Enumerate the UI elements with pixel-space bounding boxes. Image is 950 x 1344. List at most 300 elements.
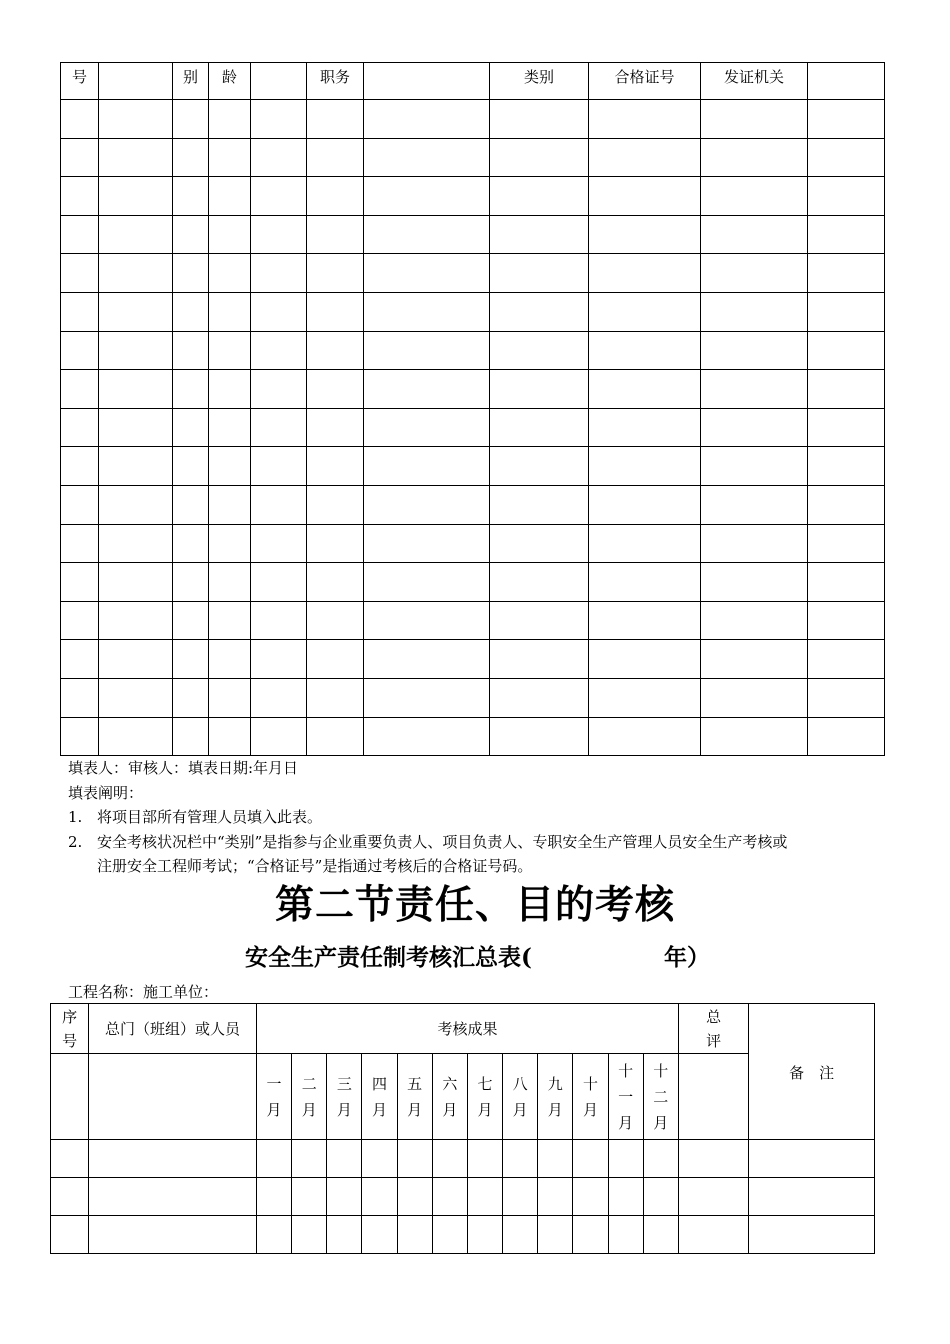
table-row [61, 138, 885, 177]
table-cell [808, 138, 885, 177]
table-cell [701, 678, 808, 717]
staff-header-cell [364, 63, 490, 100]
staff-header-cell [99, 63, 173, 100]
table-cell [99, 370, 173, 409]
table-cell [89, 1178, 257, 1216]
section-title: 第二节责任、目的考核 [274, 882, 675, 928]
table-cell [808, 370, 885, 409]
table-cell [573, 1216, 608, 1254]
table-cell [173, 524, 209, 563]
staff-header-cell: 职务 [307, 63, 364, 100]
table-row [61, 292, 885, 331]
table-cell [51, 1178, 89, 1216]
table-cell [573, 1140, 608, 1178]
project-line: 工程名称：施工单位： [68, 983, 219, 1001]
table-cell [307, 331, 364, 370]
table-cell [808, 331, 885, 370]
table-cell [432, 1178, 467, 1216]
table-cell [99, 177, 173, 216]
table-cell [251, 138, 307, 177]
table-cell [209, 640, 251, 679]
table2-title: 安全生产责任制考核汇总表( [245, 944, 532, 971]
staff-header-cell: 号 [61, 63, 99, 100]
table-cell [173, 485, 209, 524]
table-cell [89, 1140, 257, 1178]
table-cell [292, 1216, 327, 1254]
table-cell [99, 563, 173, 602]
table-cell [251, 215, 307, 254]
table-cell [99, 717, 173, 756]
table-cell [490, 370, 589, 409]
table-cell [490, 717, 589, 756]
table-cell [364, 100, 490, 139]
table-cell [251, 640, 307, 679]
table-cell [490, 447, 589, 486]
table-cell [808, 678, 885, 717]
table-cell [209, 215, 251, 254]
instructions-title: 填表阐明： [68, 784, 144, 802]
table-cell [209, 485, 251, 524]
table-cell [701, 100, 808, 139]
staff-header-cell: 合格证号 [589, 63, 701, 100]
table-cell [589, 678, 701, 717]
table-cell [808, 100, 885, 139]
table-cell [173, 177, 209, 216]
table-cell [307, 138, 364, 177]
month-header-cell [467, 1054, 502, 1140]
evaluation-table [50, 1003, 875, 1254]
table-cell [608, 1216, 643, 1254]
table-cell [701, 485, 808, 524]
table-cell [61, 563, 99, 602]
table-cell [251, 292, 307, 331]
table-cell [209, 254, 251, 293]
table-cell [307, 563, 364, 602]
table-cell [364, 563, 490, 602]
table-cell [608, 1178, 643, 1216]
total-header [678, 1004, 748, 1054]
table-cell [589, 370, 701, 409]
month-header-cell [573, 1054, 608, 1140]
table-cell [432, 1140, 467, 1178]
table-cell [99, 254, 173, 293]
table-cell [173, 408, 209, 447]
table-row [51, 1140, 875, 1178]
table-cell [808, 177, 885, 216]
table-cell [173, 640, 209, 679]
table-cell [307, 717, 364, 756]
table-cell [589, 640, 701, 679]
instruction-2-text: 安全考核状况栏中“类别”是指参与企业重要负责人、项目负责人、专职安全生产管理人员安全生产考核或 [97, 833, 788, 851]
table-cell [307, 370, 364, 409]
instruction-2-cont: 注册安全工程师考试；“合格证号”是指通过考核后的合格证号码。 [97, 857, 533, 875]
dept-header-text: 总门（班组）或人员 [105, 1019, 241, 1038]
table-row [51, 1178, 875, 1216]
table-cell [307, 100, 364, 139]
table-cell [643, 1178, 678, 1216]
table-row [61, 370, 885, 409]
table-cell [251, 524, 307, 563]
table-cell [749, 1216, 875, 1254]
table-row [61, 447, 885, 486]
table-cell [61, 100, 99, 139]
table-cell [307, 485, 364, 524]
table-cell [209, 447, 251, 486]
table-cell [503, 1140, 538, 1178]
table-cell [490, 100, 589, 139]
table-cell [701, 370, 808, 409]
table-cell [364, 640, 490, 679]
table-cell [251, 563, 307, 602]
table-cell [589, 408, 701, 447]
month-header-cell [608, 1054, 643, 1140]
table-cell [589, 601, 701, 640]
table-cell [61, 717, 99, 756]
table-cell [99, 447, 173, 486]
table-cell [364, 447, 490, 486]
table-cell [307, 601, 364, 640]
month-header-cell [397, 1054, 432, 1140]
table-cell [61, 138, 99, 177]
table-cell [701, 717, 808, 756]
table-cell [808, 485, 885, 524]
footer-line: 填表人：审核人：填表日期:年月日 [68, 759, 299, 777]
month-header-text: 十二月 [653, 1061, 669, 1132]
table-cell [808, 640, 885, 679]
table-cell [678, 1216, 748, 1254]
staff-header-cell: 类别 [490, 63, 589, 100]
table-cell [173, 370, 209, 409]
table-row [61, 485, 885, 524]
table-cell [701, 292, 808, 331]
table-cell [99, 331, 173, 370]
result-header: 考核成果 [256, 1004, 678, 1054]
table-cell [490, 524, 589, 563]
table-cell [467, 1216, 502, 1254]
table-cell [362, 1216, 397, 1254]
table-cell [364, 215, 490, 254]
table-cell [99, 524, 173, 563]
table-cell [364, 254, 490, 293]
table-row [61, 524, 885, 563]
table-cell [589, 563, 701, 602]
table-cell [173, 254, 209, 293]
table-row [61, 177, 885, 216]
table-cell [573, 1178, 608, 1216]
table-cell [173, 601, 209, 640]
table-cell [173, 215, 209, 254]
table-cell [467, 1140, 502, 1178]
table-row [61, 254, 885, 293]
table-cell [173, 563, 209, 602]
table-cell [173, 678, 209, 717]
table-cell [538, 1178, 573, 1216]
table-cell [89, 1216, 257, 1254]
table-cell [490, 563, 589, 602]
month-header-cell [503, 1054, 538, 1140]
table-cell [490, 138, 589, 177]
table-cell [490, 177, 589, 216]
table-cell [209, 717, 251, 756]
table-cell [490, 331, 589, 370]
table-cell [589, 485, 701, 524]
table-cell [51, 1140, 89, 1178]
remark-header: 备 注 [749, 1004, 875, 1140]
staff-header-cell [251, 63, 307, 100]
table-cell [397, 1140, 432, 1178]
table-cell [209, 370, 251, 409]
table-cell [364, 331, 490, 370]
table-cell [173, 447, 209, 486]
table-cell [701, 177, 808, 216]
table-cell [364, 292, 490, 331]
table-cell [490, 485, 589, 524]
table-cell [256, 1216, 291, 1254]
table-cell [251, 370, 307, 409]
table-cell [307, 215, 364, 254]
table-cell [99, 408, 173, 447]
table-cell [173, 100, 209, 139]
table-cell [808, 292, 885, 331]
table-cell [364, 370, 490, 409]
table-cell [209, 138, 251, 177]
table-cell [589, 292, 701, 331]
table-cell [589, 177, 701, 216]
table-cell [307, 408, 364, 447]
table-cell [251, 254, 307, 293]
table-cell [307, 254, 364, 293]
table-cell [251, 601, 307, 640]
table-cell [209, 331, 251, 370]
table-cell [173, 331, 209, 370]
table-cell [643, 1216, 678, 1254]
table-cell [251, 408, 307, 447]
table-cell [678, 1178, 748, 1216]
table-cell [364, 601, 490, 640]
table-cell [701, 447, 808, 486]
table-cell [173, 138, 209, 177]
table-cell [307, 640, 364, 679]
table-cell [99, 215, 173, 254]
table-cell [749, 1178, 875, 1216]
table-cell [209, 292, 251, 331]
table-cell [251, 100, 307, 139]
table-cell [307, 447, 364, 486]
month-header-text: 八月 [512, 1074, 528, 1119]
month-header-text: 六月 [442, 1074, 458, 1119]
table-cell [251, 678, 307, 717]
table-cell [364, 524, 490, 563]
table-row [61, 717, 885, 756]
table-cell [467, 1178, 502, 1216]
month-header-text: 四月 [372, 1074, 388, 1119]
table-cell [808, 408, 885, 447]
table-cell [364, 678, 490, 717]
table-cell [209, 563, 251, 602]
table-cell [251, 177, 307, 216]
table-cell [251, 717, 307, 756]
table-cell [256, 1178, 291, 1216]
month-header-text: 九月 [547, 1074, 563, 1119]
table-cell [701, 138, 808, 177]
table-cell [292, 1178, 327, 1216]
table-cell [307, 524, 364, 563]
table-cell [327, 1216, 362, 1254]
table-cell [209, 408, 251, 447]
table-cell [99, 678, 173, 717]
table-row [61, 100, 885, 139]
table-cell [538, 1216, 573, 1254]
table-cell [307, 292, 364, 331]
table-cell [209, 177, 251, 216]
staff-header-row [61, 63, 885, 100]
table-cell [808, 447, 885, 486]
table-row [61, 563, 885, 602]
table-cell [589, 447, 701, 486]
table2-title-year: 年） [664, 944, 710, 971]
table-cell [701, 601, 808, 640]
instruction-2-num: 2. [68, 833, 83, 851]
table-cell [490, 254, 589, 293]
table-cell [99, 640, 173, 679]
table-cell [589, 717, 701, 756]
table-cell [362, 1178, 397, 1216]
month-header-text: 二月 [301, 1074, 317, 1119]
table-cell [61, 408, 99, 447]
table-cell [589, 331, 701, 370]
table-cell [173, 717, 209, 756]
staff-header-cell [808, 63, 885, 100]
month-header-text: 七月 [477, 1074, 493, 1119]
table-row [61, 640, 885, 679]
month-header-cell [362, 1054, 397, 1140]
table-cell [589, 524, 701, 563]
table-cell [99, 138, 173, 177]
table-cell [701, 524, 808, 563]
month-header-cell [327, 1054, 362, 1140]
table-cell [209, 601, 251, 640]
table-cell [61, 485, 99, 524]
table-cell [251, 331, 307, 370]
table-cell [173, 292, 209, 331]
table-cell [307, 678, 364, 717]
table-cell [209, 678, 251, 717]
table-cell [61, 292, 99, 331]
total-subcell [678, 1054, 748, 1140]
table-cell [490, 640, 589, 679]
table-cell [364, 138, 490, 177]
month-header-cell [643, 1054, 678, 1140]
table-cell [808, 717, 885, 756]
table-cell [490, 292, 589, 331]
instruction-1-num: 1. [68, 808, 83, 826]
table-cell [364, 717, 490, 756]
table-cell [362, 1140, 397, 1178]
table-cell [749, 1140, 875, 1178]
instruction-1-text: 将项目部所有管理人员填入此表。 [97, 808, 323, 826]
table-cell [51, 1216, 89, 1254]
table-cell [701, 331, 808, 370]
staff-header-cell: 龄 [209, 63, 251, 100]
table-cell [61, 370, 99, 409]
month-header-text: 一月 [266, 1074, 282, 1119]
month-header-cell [256, 1054, 291, 1140]
table-cell [432, 1216, 467, 1254]
table-cell [808, 601, 885, 640]
table-cell [808, 215, 885, 254]
table-cell [61, 678, 99, 717]
table-cell [589, 254, 701, 293]
month-header-cell [538, 1054, 573, 1140]
table-cell [538, 1140, 573, 1178]
month-header-text: 五月 [407, 1074, 423, 1119]
table-cell [701, 408, 808, 447]
table-cell [99, 601, 173, 640]
table-cell [701, 215, 808, 254]
table-cell [61, 331, 99, 370]
staff-header-cell: 别 [173, 63, 209, 100]
table-cell [327, 1140, 362, 1178]
table-cell [589, 138, 701, 177]
table-row [51, 1216, 875, 1254]
table-cell [251, 447, 307, 486]
staff-table [60, 62, 885, 756]
table-cell [327, 1178, 362, 1216]
table-cell [490, 215, 589, 254]
table-cell [808, 254, 885, 293]
total-header-text: 总评 [706, 1007, 722, 1050]
table-cell [61, 447, 99, 486]
table-cell [701, 640, 808, 679]
table-row [61, 331, 885, 370]
table-cell [503, 1216, 538, 1254]
table-cell [643, 1140, 678, 1178]
table-cell [808, 524, 885, 563]
table-cell [701, 254, 808, 293]
seq-header [51, 1004, 89, 1054]
table-cell [209, 524, 251, 563]
table-cell [589, 100, 701, 139]
table-cell [490, 678, 589, 717]
table-cell [490, 408, 589, 447]
table-row [61, 601, 885, 640]
table-row [61, 408, 885, 447]
table-cell [99, 100, 173, 139]
table-cell [61, 601, 99, 640]
month-header-text: 十一月 [618, 1061, 634, 1132]
table-cell [503, 1178, 538, 1216]
table-cell [490, 601, 589, 640]
month-header-cell [292, 1054, 327, 1140]
month-header-text: 十月 [582, 1074, 598, 1119]
table-cell [251, 485, 307, 524]
month-header-cell [432, 1054, 467, 1140]
table-cell [61, 524, 99, 563]
table-row [61, 678, 885, 717]
staff-header-cell: 发证机关 [701, 63, 808, 100]
table-cell [209, 100, 251, 139]
table-cell [701, 563, 808, 602]
table-cell [256, 1140, 291, 1178]
table-cell [61, 640, 99, 679]
table-cell [364, 177, 490, 216]
month-header-text: 三月 [336, 1074, 352, 1119]
table-cell [808, 563, 885, 602]
table-row [61, 215, 885, 254]
table-cell [397, 1178, 432, 1216]
table-cell [589, 215, 701, 254]
table-cell [307, 177, 364, 216]
